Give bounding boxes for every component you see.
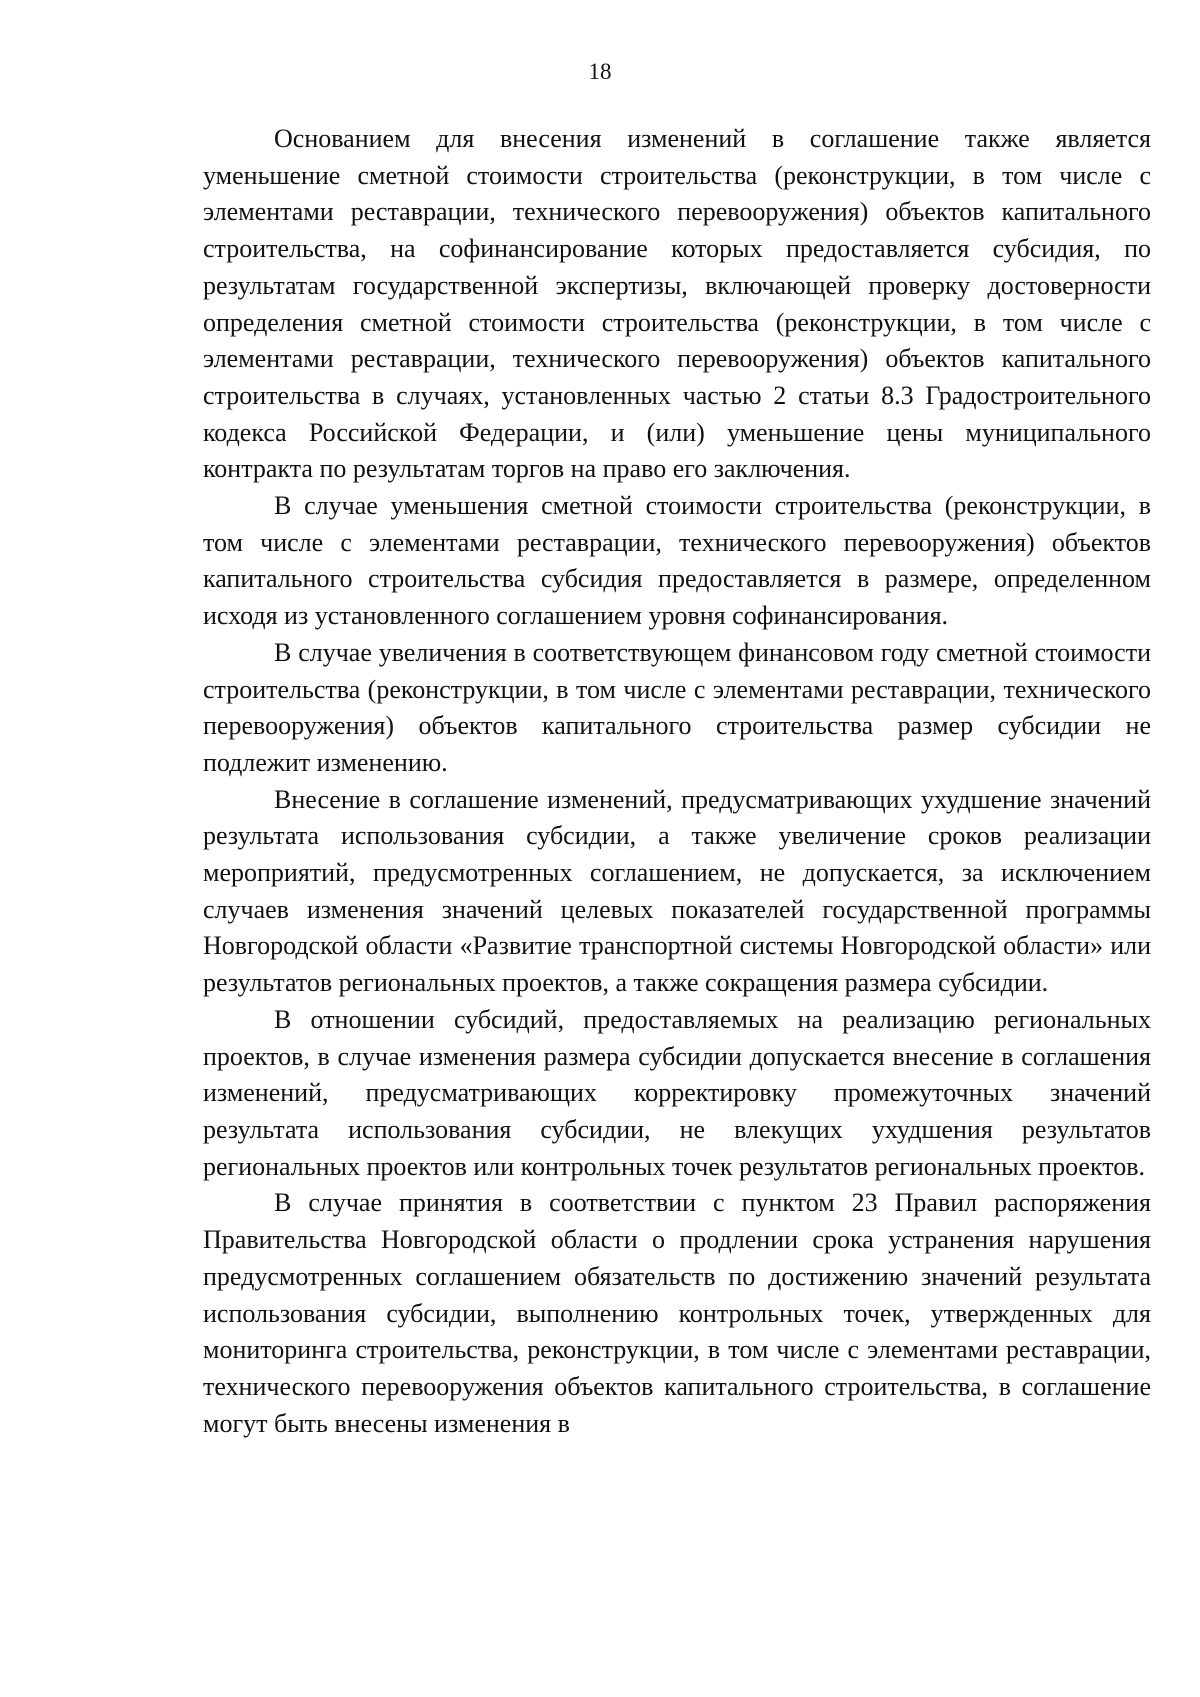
paragraph-4: Внесение в соглашение изменений, предусматривающих ухудшение значений результата использования субсидии, а также увеличение сроков реализации мероприятий, предусмотренных соглашением, не допускается, за исключением случаев изменения значений целевых показателей государственной программы Новгородской области «Развитие транспортной системы Новгородской области» или результатов региональных проектов, а также сокращения размера субсидии.: [203, 784, 1151, 998]
paragraph-5: В отношении субсидий, предоставляемых на реализацию региональных проектов, в случае изменения размера субсидии допускается внесение в соглашения изменений, предусматривающих корректировку промежуточных значений результата использования субсидии, не влекущих ухудшения результатов региональных проектов или контрольных точек результатов региональных проектов.: [203, 1004, 1151, 1181]
paragraph-3: В случае увеличения в соответствующем финансовом году сметной стоимости строительства (реконструкции, в том числе с элементами реставрации, технического перевооружения) объектов капитального строительства размер субсидии не подлежит изменению.: [203, 637, 1151, 777]
document-body: [203, 121, 1151, 1442]
paragraph-2: В случае уменьшения сметной стоимости строительства (реконструкции, в том числе с элементами реставрации, технического перевооружения) объектов капитального строительства субсидия предоставляется в размере, определенном исходя из установленного соглашением уровня софинансирования.: [203, 491, 1151, 631]
page-number: 18: [588, 59, 612, 84]
paragraph-6: В случае принятия в соответствии с пунктом 23 Правил распоряжения Правительства Новгородской области о продлении срока устранения нарушения предусмотренных соглашением обязательств по достижению значений результата использования субсидии, выполнению контрольных точек, утвержденных для мониторинга строительства, реконструкции, в том числе с элементами реставрации, технического перевооружения объектов капитального строительства, в соглашение могут быть внесены изменения в: [203, 1188, 1151, 1438]
paragraph-1: Основанием для внесения изменений в соглашение также является уменьшение сметной стоимости строительства (реконструкции, в том числе с элементами реставрации, технического перевооружения) объектов капитального строительства, на софинансирование которых предоставляется субсидия, по результатам государственной экспертизы, включающей проверку достоверности определения сметной стоимости строительства (реконструкции, в том числе с элементами реставрации, технического перевооружения) объектов капитального строительства в случаях, установленных частью 2 статьи 8.3 Градостроительного кодекса Российской Федерации, и (или) уменьшение цены муниципального контракта по результатам торгов на право его заключения.: [203, 124, 1151, 484]
